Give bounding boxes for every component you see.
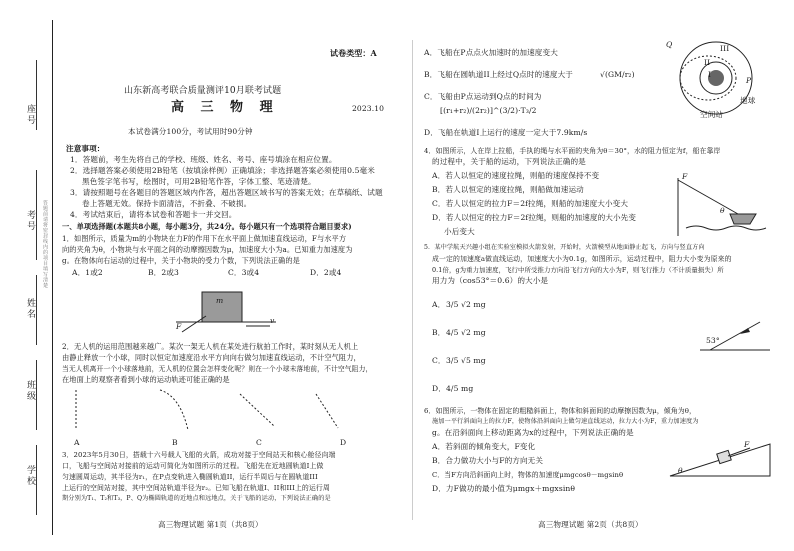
q5-value-c: 3/5 √5 mg — [446, 356, 486, 365]
left-footer: 高三物理试题 第1页（共8页） — [158, 520, 263, 529]
margin-underline-5 — [36, 445, 37, 515]
q1-block-label: m — [216, 296, 224, 305]
water — [686, 226, 766, 230]
q4-figure — [666, 172, 766, 242]
q4-stem: 的过程中，关于船的运动，下列说法正确的是 — [432, 157, 586, 166]
notice-line: 1．答题前，考生先将自己的学校、班级、姓名、考号、座号填涂在相应位置。 — [70, 155, 337, 164]
q3-label-q: Q — [666, 40, 673, 49]
q3-label-ii: II — [704, 58, 711, 67]
q4-option-d[interactable]: D．若人以恒定的拉力F＝2f拉绳，则船的加速度的大小先变 — [432, 213, 637, 222]
margin-underline-1 — [36, 60, 37, 130]
margin-label-exam-no: 考号 — [25, 210, 35, 232]
q3-label-iii: III — [720, 44, 730, 53]
q5-angle-label: 53° — [706, 336, 720, 345]
q1-option-d[interactable]: D．2或4 — [310, 268, 342, 277]
margin-underline-3 — [36, 275, 37, 345]
q3-option-d[interactable]: D．飞船在轨道I上运行的速度一定大于7.9km/s — [424, 128, 588, 137]
q2-option-d[interactable]: D — [340, 438, 347, 447]
q4-force-label: F — [682, 172, 688, 181]
page-divider — [412, 40, 413, 520]
q2-option-c[interactable]: C — [256, 438, 262, 447]
q4-stem: 4．如图所示，人在岸上拉船，手执的绳与水平面的夹角为θ＝30°，水的阻力恒定为f，船在靠岸 — [424, 147, 721, 155]
q3-stem: 3．2023年5月30日，搭载十六号载人飞船的火箭，成功对接于空间站天和核心舱径向端 — [62, 451, 336, 459]
q3-stem: 上运行的空间站对接，其中空间站轨道半径为r₂。已知飞船在轨道I、II和III上的运行周 — [62, 484, 330, 492]
margin-instruction: 答题前请将密封线内的项目填写清楚 — [42, 200, 48, 288]
q4-option-d-cont: 小后变大 — [444, 227, 475, 236]
q3-stem: 期分别为T₁、T₂和T₃，P、Q为椭圆轨道的近地点和远地点，关于飞船的运动，下列说法正确的是 — [62, 495, 331, 502]
q1-stem: 1．如图所示，质量为m的小物块在力F的作用下在水平面上做加速直线运动，F与水平方 — [62, 234, 347, 243]
section-heading: 一、单项选择题(本题共8小题，每小题3分，共24分。每小题只有一个选项符合题目要求) — [62, 222, 352, 231]
q5-value-b: 4/5 √2 mg — [446, 328, 486, 337]
q5-stem: 用力为（cos53°＝0.6）的大小是 — [432, 276, 549, 285]
q3-option-b[interactable]: B．飞船在圆轨道II上经过Q点时的速度大于 — [424, 70, 573, 79]
notice-line: 黑色签字笔书写，绘图时，可用2B铅笔作答，字体工整、笔迹清楚。 — [82, 177, 316, 186]
q3-label-station: 空间站 — [700, 110, 724, 119]
q6-stem: 施加一平行斜面向上的拉力F，使物体沿斜面向上做匀速直线运动，拉力大小为F，重力加速度为 — [432, 418, 699, 425]
q1-force-label: F — [176, 322, 182, 331]
notice-line: 3．请按照题号在各题目的答题区域内作答，超出答题区域书写的答案无效；在草稿纸、试题 — [70, 188, 383, 197]
score-time: 本试卷满分100分，考试用时90分钟 — [128, 127, 253, 136]
q1-velocity-label: v — [270, 316, 275, 325]
q1-option-b[interactable]: B．2或3 — [148, 268, 179, 277]
q5-option-a[interactable]: A． — [432, 300, 446, 309]
q5-value-a: 3/5 √2 mg — [446, 300, 486, 309]
q2-stem: 当无人机离开一个小球落地前，无人机的位置会怎样变化呢？则在一个小球未落地前，不计空气阻力， — [62, 365, 373, 373]
q6-option-a[interactable]: A．若斜面的倾角变大，F变化 — [432, 442, 536, 451]
trajectory-c — [240, 394, 274, 426]
q6-force-label: F — [744, 440, 750, 449]
q6-angle-label: θ — [678, 466, 683, 475]
notice-line: 卷上答题无效。保持卡面清洁，不折叠、不破损。 — [82, 199, 252, 208]
notice-line: 4．考试结束后，请将本试卷和答题卡一并交回。 — [70, 210, 237, 219]
margin-label-school: 学校 — [25, 465, 35, 487]
q5-option-c[interactable]: C． — [432, 356, 446, 365]
q2-option-a[interactable]: A — [74, 438, 80, 447]
q4-option-b[interactable]: B．若人以恒定的速度拉绳，则船做加速运动 — [432, 185, 584, 194]
block — [717, 450, 732, 463]
notice-line: 2．选择题答案必须使用2B铅笔（按填涂样例）正确填涂；非选择题答案必须使用0.5毫米 — [70, 166, 375, 175]
page-title: 高 三 物 理 — [171, 100, 279, 115]
q1-figure — [176, 286, 276, 336]
boat — [730, 214, 756, 224]
margin-label-class: 班级 — [25, 380, 35, 402]
q1-stem: 向的夹角为θ，小物块与水平面之间的动摩擦因数为μ，加速度大小为a。已知重力加速度为 — [62, 245, 353, 254]
q1-option-c[interactable]: C．3或4 — [228, 268, 260, 277]
q3-option-a[interactable]: A．飞船在P点点火加速时的加速度变大 — [424, 48, 558, 57]
rope — [678, 180, 738, 214]
margin-underline-4 — [36, 360, 37, 430]
q1-stem: g。在物体向右运动的过程中，关于小物块的受力个数，下列说法正确的是 — [62, 256, 300, 265]
q4-option-a[interactable]: A．若人以恒定的速度拉绳，则船的速度保持不变 — [432, 171, 600, 180]
q5-stem: 5．某中学航天兴趣小组在实验室模拟火箭发射，开始时，火箭模型从地面静止起飞，方向与竖直方向 — [424, 244, 705, 251]
q2-figures — [70, 386, 370, 436]
margin-label-name: 姓名 — [25, 298, 35, 320]
q5-stem: 0.1倍，g为重力加速度，飞行中所受推力方向沿飞行方向的大小为F，则飞行推力（不计质量损失）所 — [432, 266, 724, 274]
q5-option-d[interactable]: D． — [432, 384, 446, 393]
paper-type: 试卷类型：A — [330, 48, 377, 58]
q2-stem: 在地面上的观察者看到小球的运动轨迹可能正确的是 — [62, 375, 230, 384]
q3-label-p: P — [746, 76, 752, 85]
q6-option-d[interactable]: D．力F做功的最小值为μmgx＋mgxsinθ — [432, 484, 576, 493]
q5-option-b[interactable]: B． — [432, 328, 446, 337]
q6-stem: g。在沿斜面向上移动距离为x的过程中，下列说法正确的是 — [432, 428, 634, 437]
q5-value-d: 4/5 mg — [446, 384, 474, 393]
q1-option-a[interactable]: A．1或2 — [72, 268, 103, 277]
margin-underline-2 — [36, 170, 37, 260]
q4-option-c[interactable]: C．若人以恒定的拉力F＝2f拉绳，则船的加速度大小变大 — [432, 199, 629, 208]
q3-label-earth: 地球 — [740, 96, 756, 105]
q6-option-c[interactable]: C．当F方向沿斜面向上时，物体的加速度μmgcosθ－mgsinθ — [432, 471, 624, 479]
q2-stem: 2．无人机的运用范围越来越广。某次一架无人机在某处进行航拍工作时，某时刻从无人机上 — [62, 342, 359, 351]
q6-option-b[interactable]: B．合力做功大小与F的方向无关 — [432, 456, 544, 465]
binding-line — [52, 20, 53, 535]
q3-formula-b: √(GM/r₂) — [600, 70, 635, 79]
exam-organizer: 山东新高考联合质量测评10月联考试题 — [124, 86, 282, 96]
q3-label-i: I — [708, 70, 712, 79]
notice-heading: 注意事项： — [66, 144, 105, 153]
right-footer: 高三物理试题 第2页（共8页） — [538, 520, 643, 529]
exam-date: 2023.10 — [352, 104, 385, 113]
force-arrow — [182, 316, 206, 332]
q3-stem: 口，飞船与空间站对接前的运动可简化为如图所示的过程。飞船先在近地圆轨道I上做 — [62, 462, 324, 470]
q2-stem: 由静止释放一个小球，同时以恒定加速度沿水平方向向右做匀加速直线运动，不计空气阻力， — [62, 353, 361, 362]
q4-angle-label: θ — [720, 206, 725, 215]
q6-stem: 6．如图所示，一物体在固定的粗糙斜面上，物体和斜面间的动摩擦因数为μ，倾角为θ， — [424, 407, 696, 415]
q5-stem: 成一定的加速度a做直线运动，加速度大小为0.1g，如图所示，运动过程中，阻力大小变为原来的 — [432, 255, 732, 263]
q3-formula-c: [(r₁+r₂)/(2r₂)]^(3/2)·T₃/2 — [440, 106, 537, 115]
q3-option-c[interactable]: C．飞船由P点运动到Q点的时间为 — [424, 92, 542, 101]
q3-stem: 匀速圆周运动，其半径为r₁，在P点变轨进入椭圆轨道II，运行半周后与在圆轨道III — [62, 473, 318, 481]
margin-label-seat: 座号 — [25, 104, 35, 126]
trajectory-d — [316, 394, 338, 428]
trajectory-b — [160, 390, 188, 430]
q2-option-b[interactable]: B — [172, 438, 178, 447]
